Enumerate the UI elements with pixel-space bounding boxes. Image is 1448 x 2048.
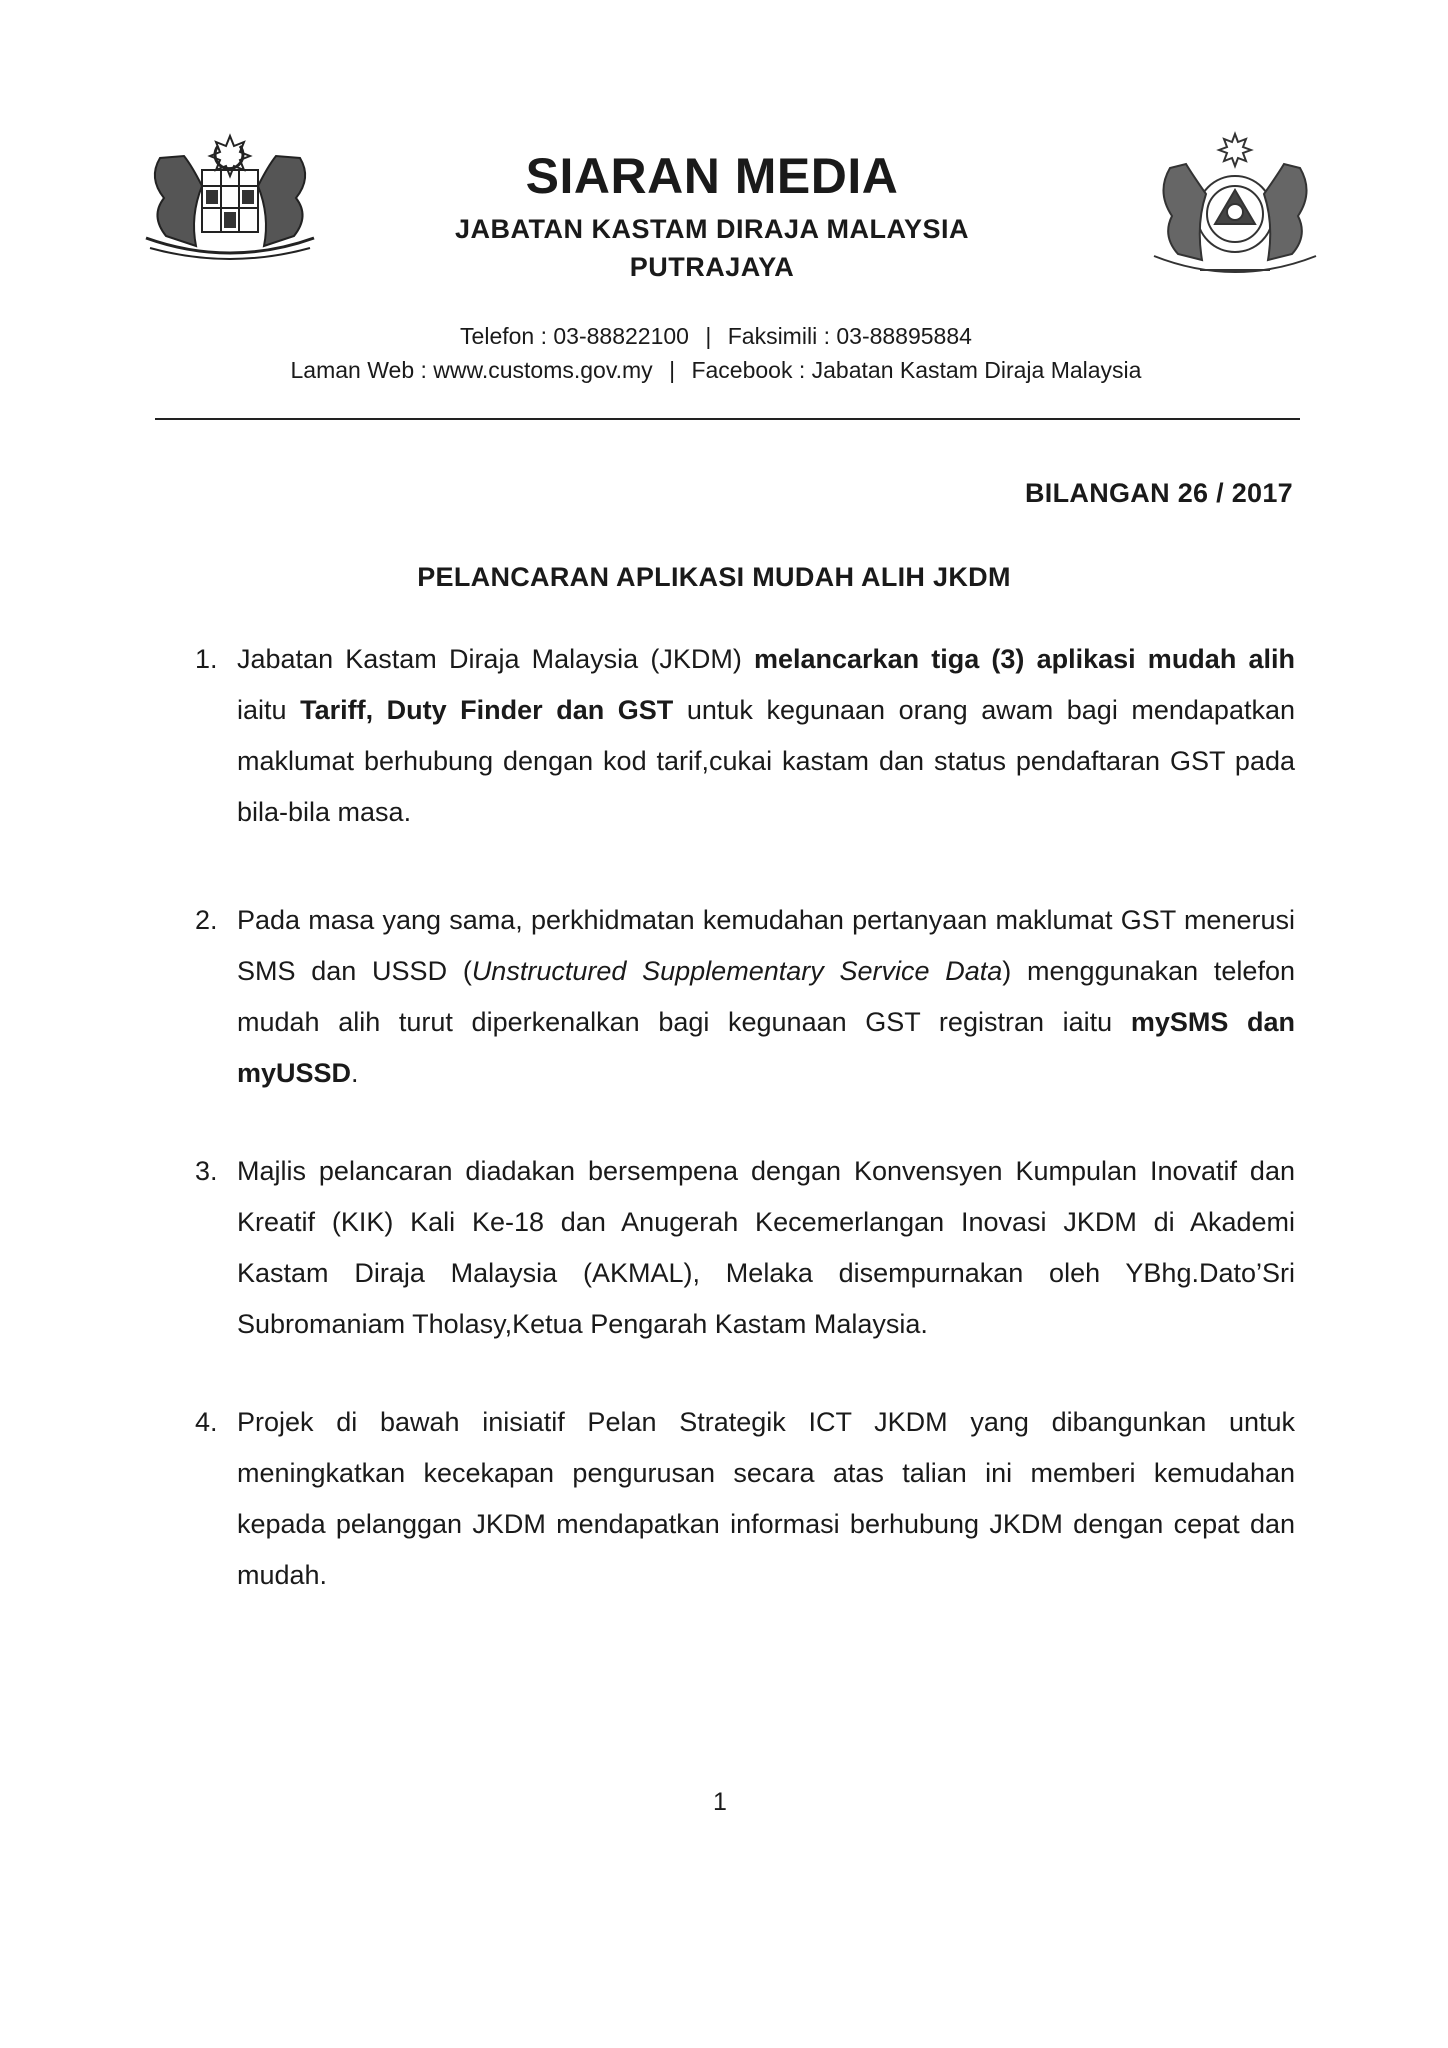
paragraph-body bbox=[237, 634, 1295, 838]
document-title: PELANCARAN APLIKASI MUDAH ALIH JKDM bbox=[417, 562, 1011, 592]
paragraph-3 bbox=[195, 1146, 1295, 1350]
page-title: SIARAN MEDIA bbox=[525, 148, 899, 204]
header-divider bbox=[155, 418, 1300, 420]
telefon-value: : 03-88822100 bbox=[540, 323, 689, 349]
paragraph-number: 2. bbox=[195, 905, 218, 935]
faksimili-value: : 03-88895884 bbox=[823, 323, 972, 349]
organization-city: PUTRAJAYA bbox=[629, 252, 795, 282]
paragraph-body bbox=[237, 895, 1295, 1099]
paragraph-body: Projek di bawah inisiatif Pelan Strategik ICT JKDM yang dibangunkan untuk meningkatkan kecekapan pengurusan secara atas talian ini memberi kemudahan kepada pelanggan JKDM mendapatkan informasi berhubung JKDM dengan cepat dan mudah. bbox=[237, 1407, 1295, 1590]
bold-run: Tariff, Duty Finder dan GST bbox=[300, 695, 674, 725]
paragraph-number: 1. bbox=[195, 644, 218, 674]
italic-run: Unstructured Supplementary Service Data bbox=[471, 956, 1003, 986]
page-number: 1 bbox=[713, 1788, 727, 1816]
contact-line-web bbox=[0, 355, 1440, 385]
text-run: . bbox=[351, 1058, 359, 1088]
separator: | bbox=[705, 323, 712, 349]
text-run: Pada masa yang sama, perkhidmatan kemudahan pertanyaan maklumat GST menerusi SMS dan USSD ( bbox=[237, 905, 1295, 986]
web-label: Laman Web bbox=[290, 357, 415, 383]
separator: | bbox=[669, 357, 676, 383]
paragraph-4 bbox=[195, 1397, 1295, 1601]
faksimili-label: Faksimili bbox=[727, 323, 818, 349]
paragraph-body: Majlis pelancaran diadakan bersempena dengan Konvensyen Kumpulan Inovatif dan Kreatif (KIK) Kali Ke-18 dan Anugerah Kecemerlangan Inovasi JKDM di Akademi Kastam Diraja Malaysia (AKMAL), Melaka disempurnakan oleh YBhg.Dato’Sri Subromaniam Tholasy,Ketua Pengarah Kastam Malaysia. bbox=[237, 1156, 1295, 1339]
text-run: untuk kegunaan orang awam bagi mendapatkan maklumat berhubung dengan kod tarif,cukai kastam dan status pendaftaran GST pada bila-bila masa. bbox=[237, 695, 1295, 827]
facebook-value: : Jabatan Kastam Diraja Malaysia bbox=[798, 357, 1142, 383]
release-number: BILANGAN 26 / 2017 bbox=[1025, 478, 1293, 508]
web-link[interactable]: : www.customs.gov.my bbox=[420, 357, 653, 383]
text-run: ) menggunakan telefon mudah alih turut diperkenalkan bagi kegunaan GST registran iaitu bbox=[237, 956, 1295, 1037]
contact-line-phone bbox=[0, 321, 1440, 351]
paragraph-1 bbox=[195, 634, 1295, 838]
paragraph-number: 3. bbox=[195, 1156, 218, 1186]
organization-name: JABATAN KASTAM DIRAJA MALAYSIA bbox=[454, 214, 969, 244]
text-run: iaitu bbox=[237, 695, 301, 725]
bold-run: melancarkan tiga (3) aplikasi mudah alih bbox=[753, 644, 1295, 674]
bold-run: mySMS dan myUSSD bbox=[237, 1007, 1295, 1088]
telefon-label: Telefon bbox=[460, 323, 535, 349]
paragraph-2 bbox=[195, 895, 1295, 1099]
paragraph-number: 4. bbox=[195, 1407, 218, 1437]
facebook-label: Facebook bbox=[691, 357, 793, 383]
text-run: Jabatan Kastam Diraja Malaysia (JKDM) bbox=[237, 644, 754, 674]
